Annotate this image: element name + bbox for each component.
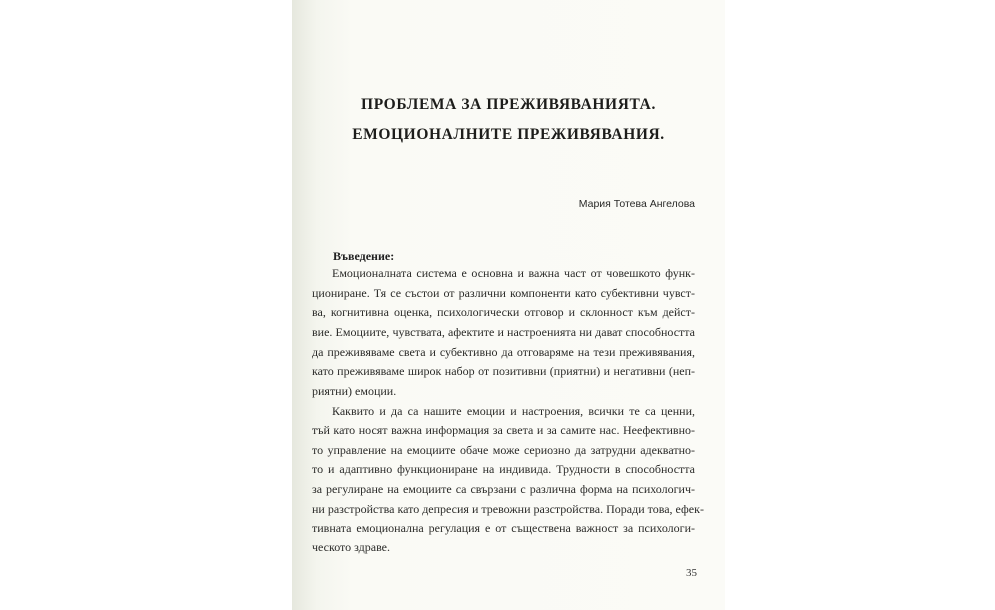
text-line: да преживяваме света и субективно да отговаряме на тези преживявания, bbox=[312, 345, 695, 359]
section-heading: Въведение: bbox=[333, 249, 395, 263]
text-line: за регулиране на емоциите са свързани с различна форма на психологич- bbox=[312, 482, 695, 496]
text-line: вие. Емоциите, чувствата, афектите и настроенията ни дават способността bbox=[312, 325, 695, 339]
author-name: Мария Тотева Ангелова bbox=[578, 198, 695, 210]
text-line: тъй като носят важна информация за света и за самите нас. Неефективно- bbox=[312, 423, 695, 437]
text-line: ни разстройства като депресия и тревожни разстройства. Поради това, ефек- bbox=[312, 502, 704, 516]
title-line-2: ЕМОЦИОНАЛНИТЕ ПРЕЖИВЯВАНИЯ. bbox=[352, 126, 665, 143]
text-line: тивната емоционална регулация е от съществена важност за психологи- bbox=[312, 521, 695, 535]
title-line-1: ПРОБЛЕМА ЗА ПРЕЖИВЯВАНИЯТА. bbox=[361, 96, 656, 113]
text-line: като преживяваме широк набор от позитивни (приятни) и негативни (неп- bbox=[312, 364, 695, 378]
text-line: ческото здраве. bbox=[312, 540, 391, 554]
text-line: ва, когнитивна оценка, психологически отговор и склонност към дейст- bbox=[312, 305, 695, 319]
text-line: то и адаптивно функциониране на индивида. Трудности в способността bbox=[312, 462, 695, 476]
text-line: Емоционалната система е основна и важна част от човешкото функ- bbox=[332, 266, 695, 280]
page-number: 35 bbox=[686, 567, 697, 579]
text-line: Каквито и да са нашите емоции и настроения, всички те са ценни, bbox=[332, 404, 695, 418]
document-page bbox=[292, 0, 725, 610]
text-line: циониране. Тя се състои от различни компоненти като субективни чувст- bbox=[312, 286, 695, 300]
text-line: риятни) емоции. bbox=[312, 384, 397, 398]
text-line: то управление на емоциите обаче може сериозно да затрудни адекватно- bbox=[312, 443, 695, 457]
